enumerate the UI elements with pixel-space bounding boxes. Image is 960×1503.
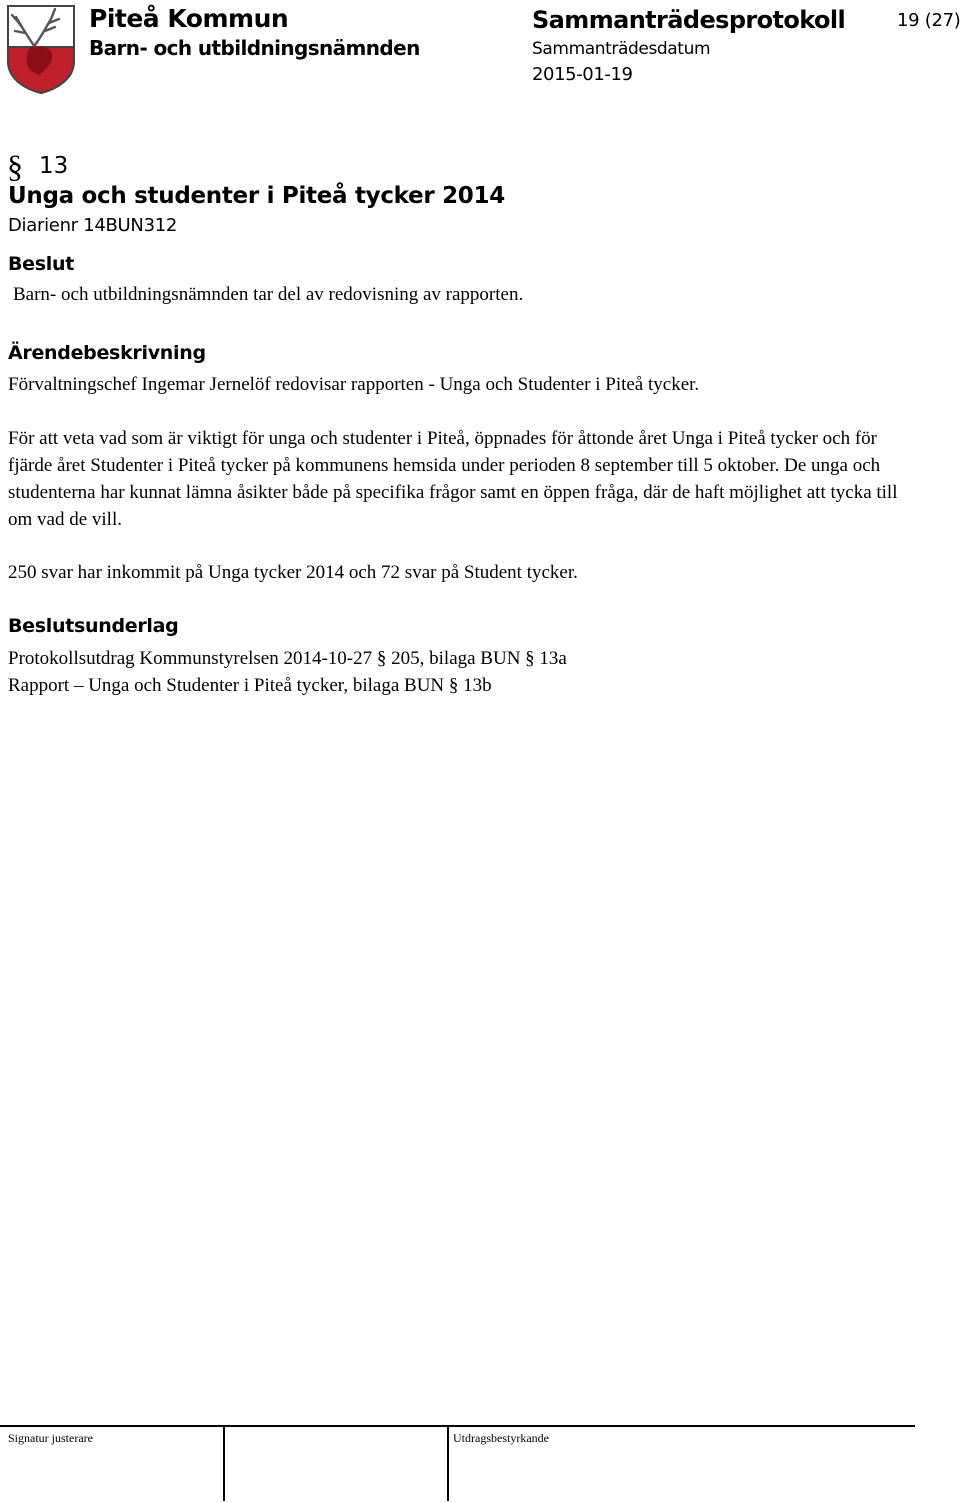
paragraph-number: 13 xyxy=(39,153,69,179)
paragraph-sign: § xyxy=(7,148,23,184)
decision-text: Barn- och utbildningsnämnden tar del av redovisning av rapporten. xyxy=(13,284,524,305)
meeting-date-value: 2015-01-19 xyxy=(532,64,633,85)
page-number: 19 (27) xyxy=(897,10,960,31)
reindeer-coat-of-arms-icon xyxy=(5,3,77,95)
case-description-heading: Ärendebeskrivning xyxy=(8,342,206,364)
organization-name: Piteå Kommun xyxy=(89,4,289,33)
extract-certification-label: Utdragsbestyrkande xyxy=(453,1431,549,1445)
diary-number: Diarienr 14BUN312 xyxy=(8,215,178,236)
meeting-date-label: Sammanträdesdatum xyxy=(532,39,711,59)
case-description-intro: Förvaltningschef Ingemar Jernelöf redovisar rapporten - Unga och Studenter i Piteå tycker. xyxy=(8,374,700,395)
case-description-paragraph: För att veta vad som är viktigt för unga och studenter i Piteå, öppnades för åttonde året Unga i Piteå tycker och för fjärde året Studenter i Piteå tycker på kommunens hemsida under perioden 8 september till 5 oktober. De unga och studenterna har kunnat lämna åsikter både på specifika frågor samt en öppen fråga, där de haft möjlighet att tycka till om vad de vill. xyxy=(8,428,898,530)
decision-basis-item: Protokollsutdrag Kommunstyrelsen 2014-10-27 § 205, bilaga BUN § 13a xyxy=(8,648,567,669)
footer-column-divider xyxy=(223,1426,225,1501)
footer-divider-line xyxy=(0,1425,915,1427)
decision-basis-heading: Beslutsunderlag xyxy=(8,615,179,637)
footer-column-divider xyxy=(447,1426,449,1501)
case-description-responses: 250 svar har inkommit på Unga tycker 2014 och 72 svar på Student tycker. xyxy=(8,562,578,583)
decision-basis-item: Rapport – Unga och Studenter i Piteå tycker, bilaga BUN § 13b xyxy=(8,675,492,696)
document-type: Sammanträdesprotokoll xyxy=(532,6,846,34)
item-title: Unga och studenter i Piteå tycker 2014 xyxy=(8,183,505,209)
decision-heading: Beslut xyxy=(8,253,74,275)
committee-name: Barn- och utbildningsnämnden xyxy=(89,36,420,60)
signature-label: Signatur justerare xyxy=(8,1431,93,1445)
